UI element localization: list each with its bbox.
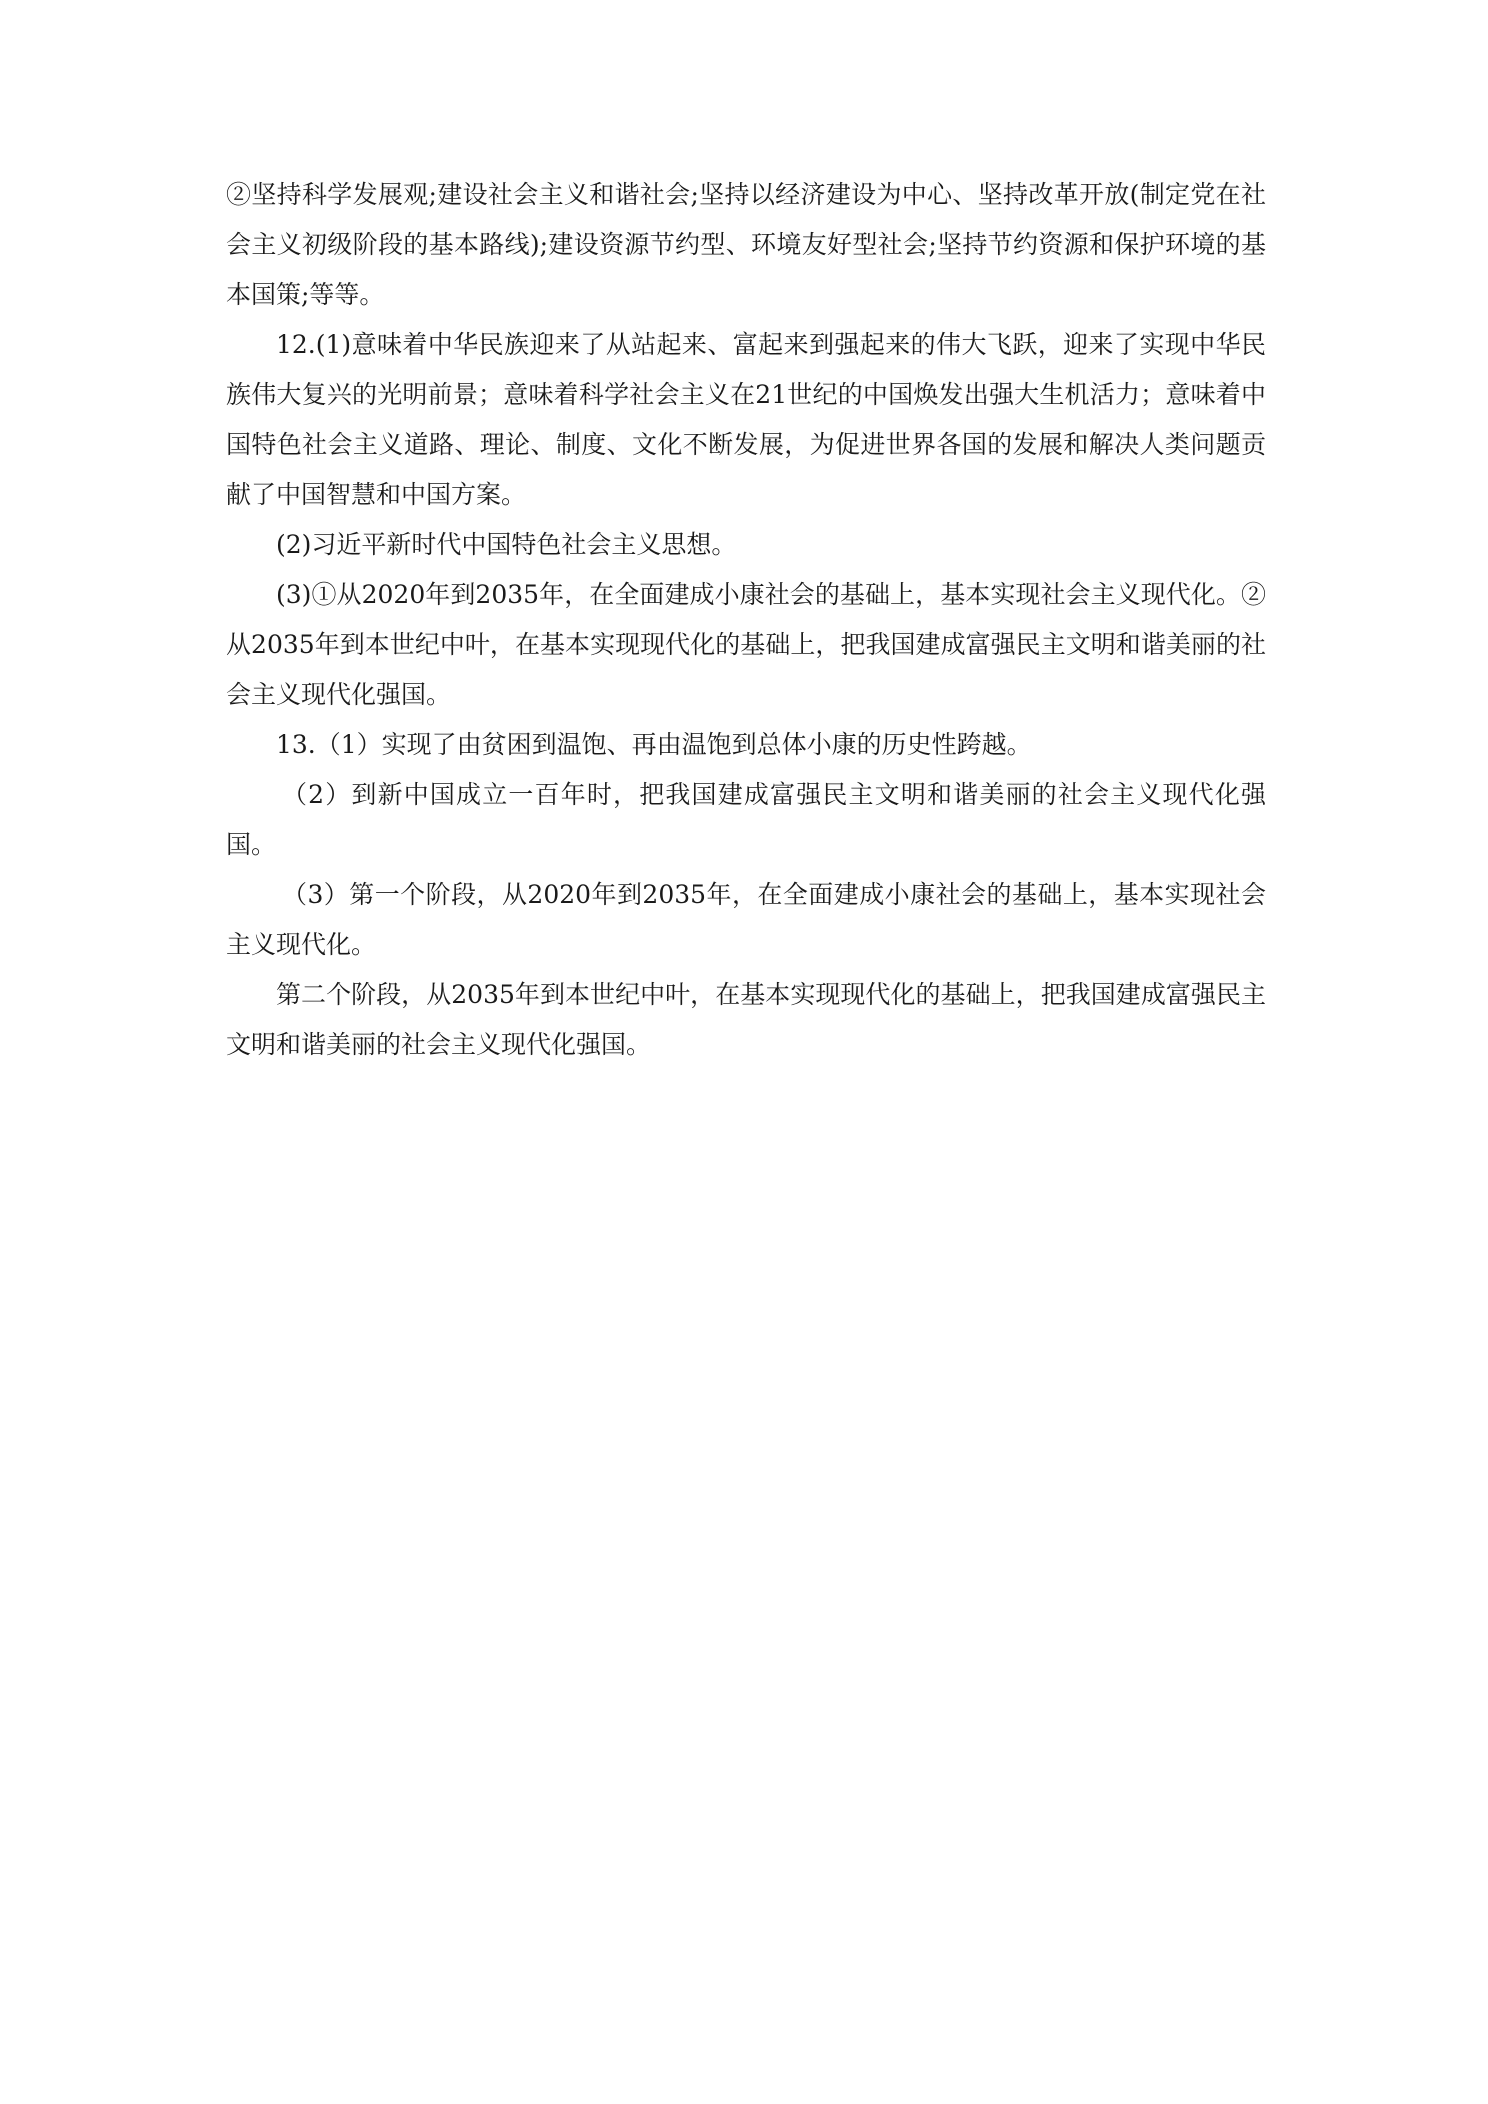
paragraph-13-2: （2）到新中国成立一百年时，把我国建成富强民主文明和谐美丽的社会主义现代化强国。	[226, 780, 1266, 859]
paragraph-11-2: ②坚持科学发展观;建设社会主义和谐社会;坚持以经济建设为中心、坚持改革开放(制定党在社会主义初级阶段的基本路线);建设资源节约型、环境友好型社会;坚持节约资源和保护环境的基本国策;等等。	[226, 180, 1266, 309]
paragraph-13-3-stage-two: 第二个阶段，从2035年到本世纪中叶，在基本实现现代化的基础上，把我国建成富强民主文明和谐美丽的社会主义现代化强国。	[226, 980, 1266, 1059]
paragraph-12-1: 12.(1)意味着中华民族迎来了从站起来、富起来到强起来的伟大飞跃，迎来了实现中华民族伟大复兴的光明前景；意味着科学社会主义在21世纪的中国焕发出强大生机活力；意味着中国特色社会主义道路、理论、制度、文化不断发展，为促进世界各国的发展和解决人类问题贡献了中国智慧和中国方案。	[226, 330, 1266, 509]
document-body	[226, 170, 1266, 1070]
paragraph-12-2: (2)习近平新时代中国特色社会主义思想。	[276, 530, 737, 559]
paragraph-12-3: (3)①从2020年到2035年，在全面建成小康社会的基础上，基本实现社会主义现代化。②从2035年到本世纪中叶，在基本实现现代化的基础上，把我国建成富强民主文明和谐美丽的社会主义现代化强国。	[226, 580, 1266, 709]
paragraph-13-1: 13.（1）实现了由贫困到温饱、再由温饱到总体小康的历史性跨越。	[276, 730, 1032, 759]
paragraph-13-3: （3）第一个阶段，从2020年到2035年，在全面建成小康社会的基础上，基本实现社会主义现代化。	[226, 880, 1266, 959]
